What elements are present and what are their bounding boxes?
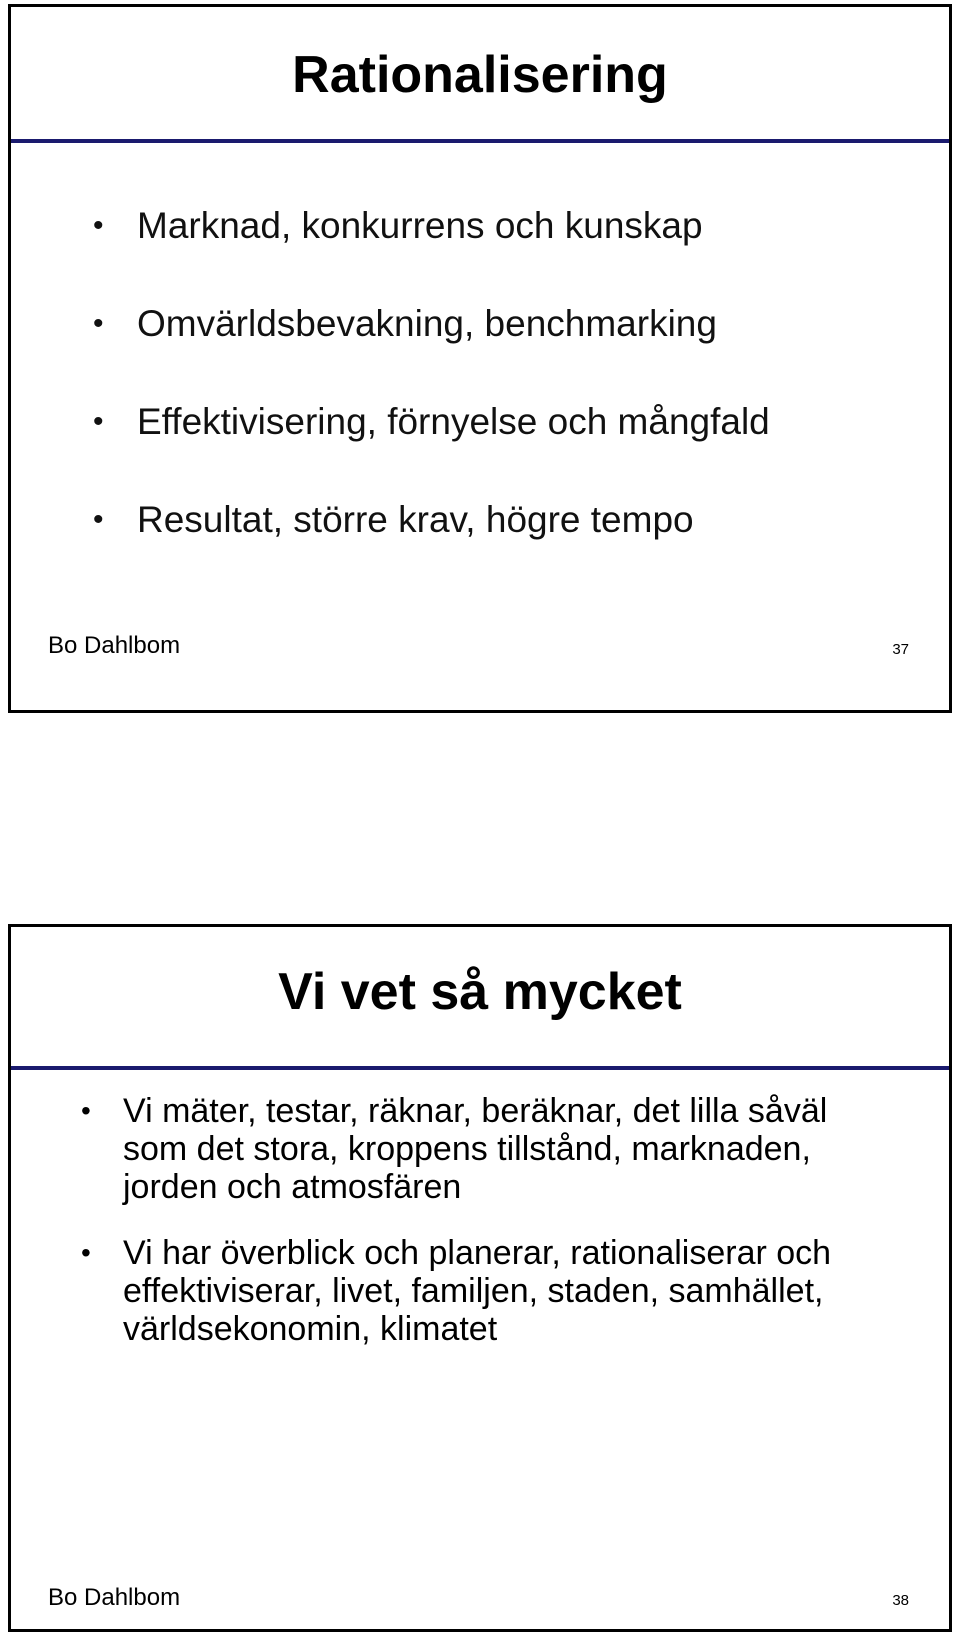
bullet-item xyxy=(93,398,770,446)
bullet-icon: • xyxy=(93,405,104,438)
bullet-icon: • xyxy=(93,307,104,340)
slide-37 xyxy=(8,4,952,713)
title-divider xyxy=(11,139,949,143)
title-divider xyxy=(11,1066,949,1070)
footer-author: Bo Dahlbom xyxy=(48,632,181,659)
bullet-item xyxy=(81,1234,831,1348)
bullet-text: Vi har överblick och planerar, rationaliserar och effektiviserar, livet, familjen, staden, samhället, världsekonomin, klimatet xyxy=(123,1234,832,1348)
bullet-text: Marknad, konkurrens och kunskap xyxy=(137,205,703,246)
bullet-text: Effektivisering, förnyelse och mångfald xyxy=(137,401,770,442)
bullet-item xyxy=(93,496,770,544)
page-number: 37 xyxy=(892,641,909,658)
bullet-item xyxy=(81,1092,831,1206)
bullet-text: Omvärldsbevakning, benchmarking xyxy=(137,303,717,344)
bullet-list xyxy=(81,1092,831,1376)
bullet-icon: • xyxy=(81,1095,91,1126)
page-number: 38 xyxy=(892,1592,909,1609)
slide-38 xyxy=(8,924,952,1632)
bullet-icon: • xyxy=(93,503,104,536)
bullet-icon: • xyxy=(81,1237,91,1268)
bullet-icon: • xyxy=(93,209,104,242)
bullet-item xyxy=(93,300,770,348)
slide-title: Rationalisering xyxy=(292,46,668,104)
bullet-text: Resultat, större krav, högre tempo xyxy=(137,499,694,540)
bullet-list xyxy=(93,202,770,594)
bullet-text: Vi mäter, testar, räknar, beräknar, det lilla såväl som det stora, kroppens tillstånd, marknaden, jorden och atmosfären xyxy=(123,1092,828,1206)
bullet-item xyxy=(93,202,770,250)
slide-title: Vi vet så mycket xyxy=(278,963,682,1021)
footer-author: Bo Dahlbom xyxy=(48,1584,181,1611)
